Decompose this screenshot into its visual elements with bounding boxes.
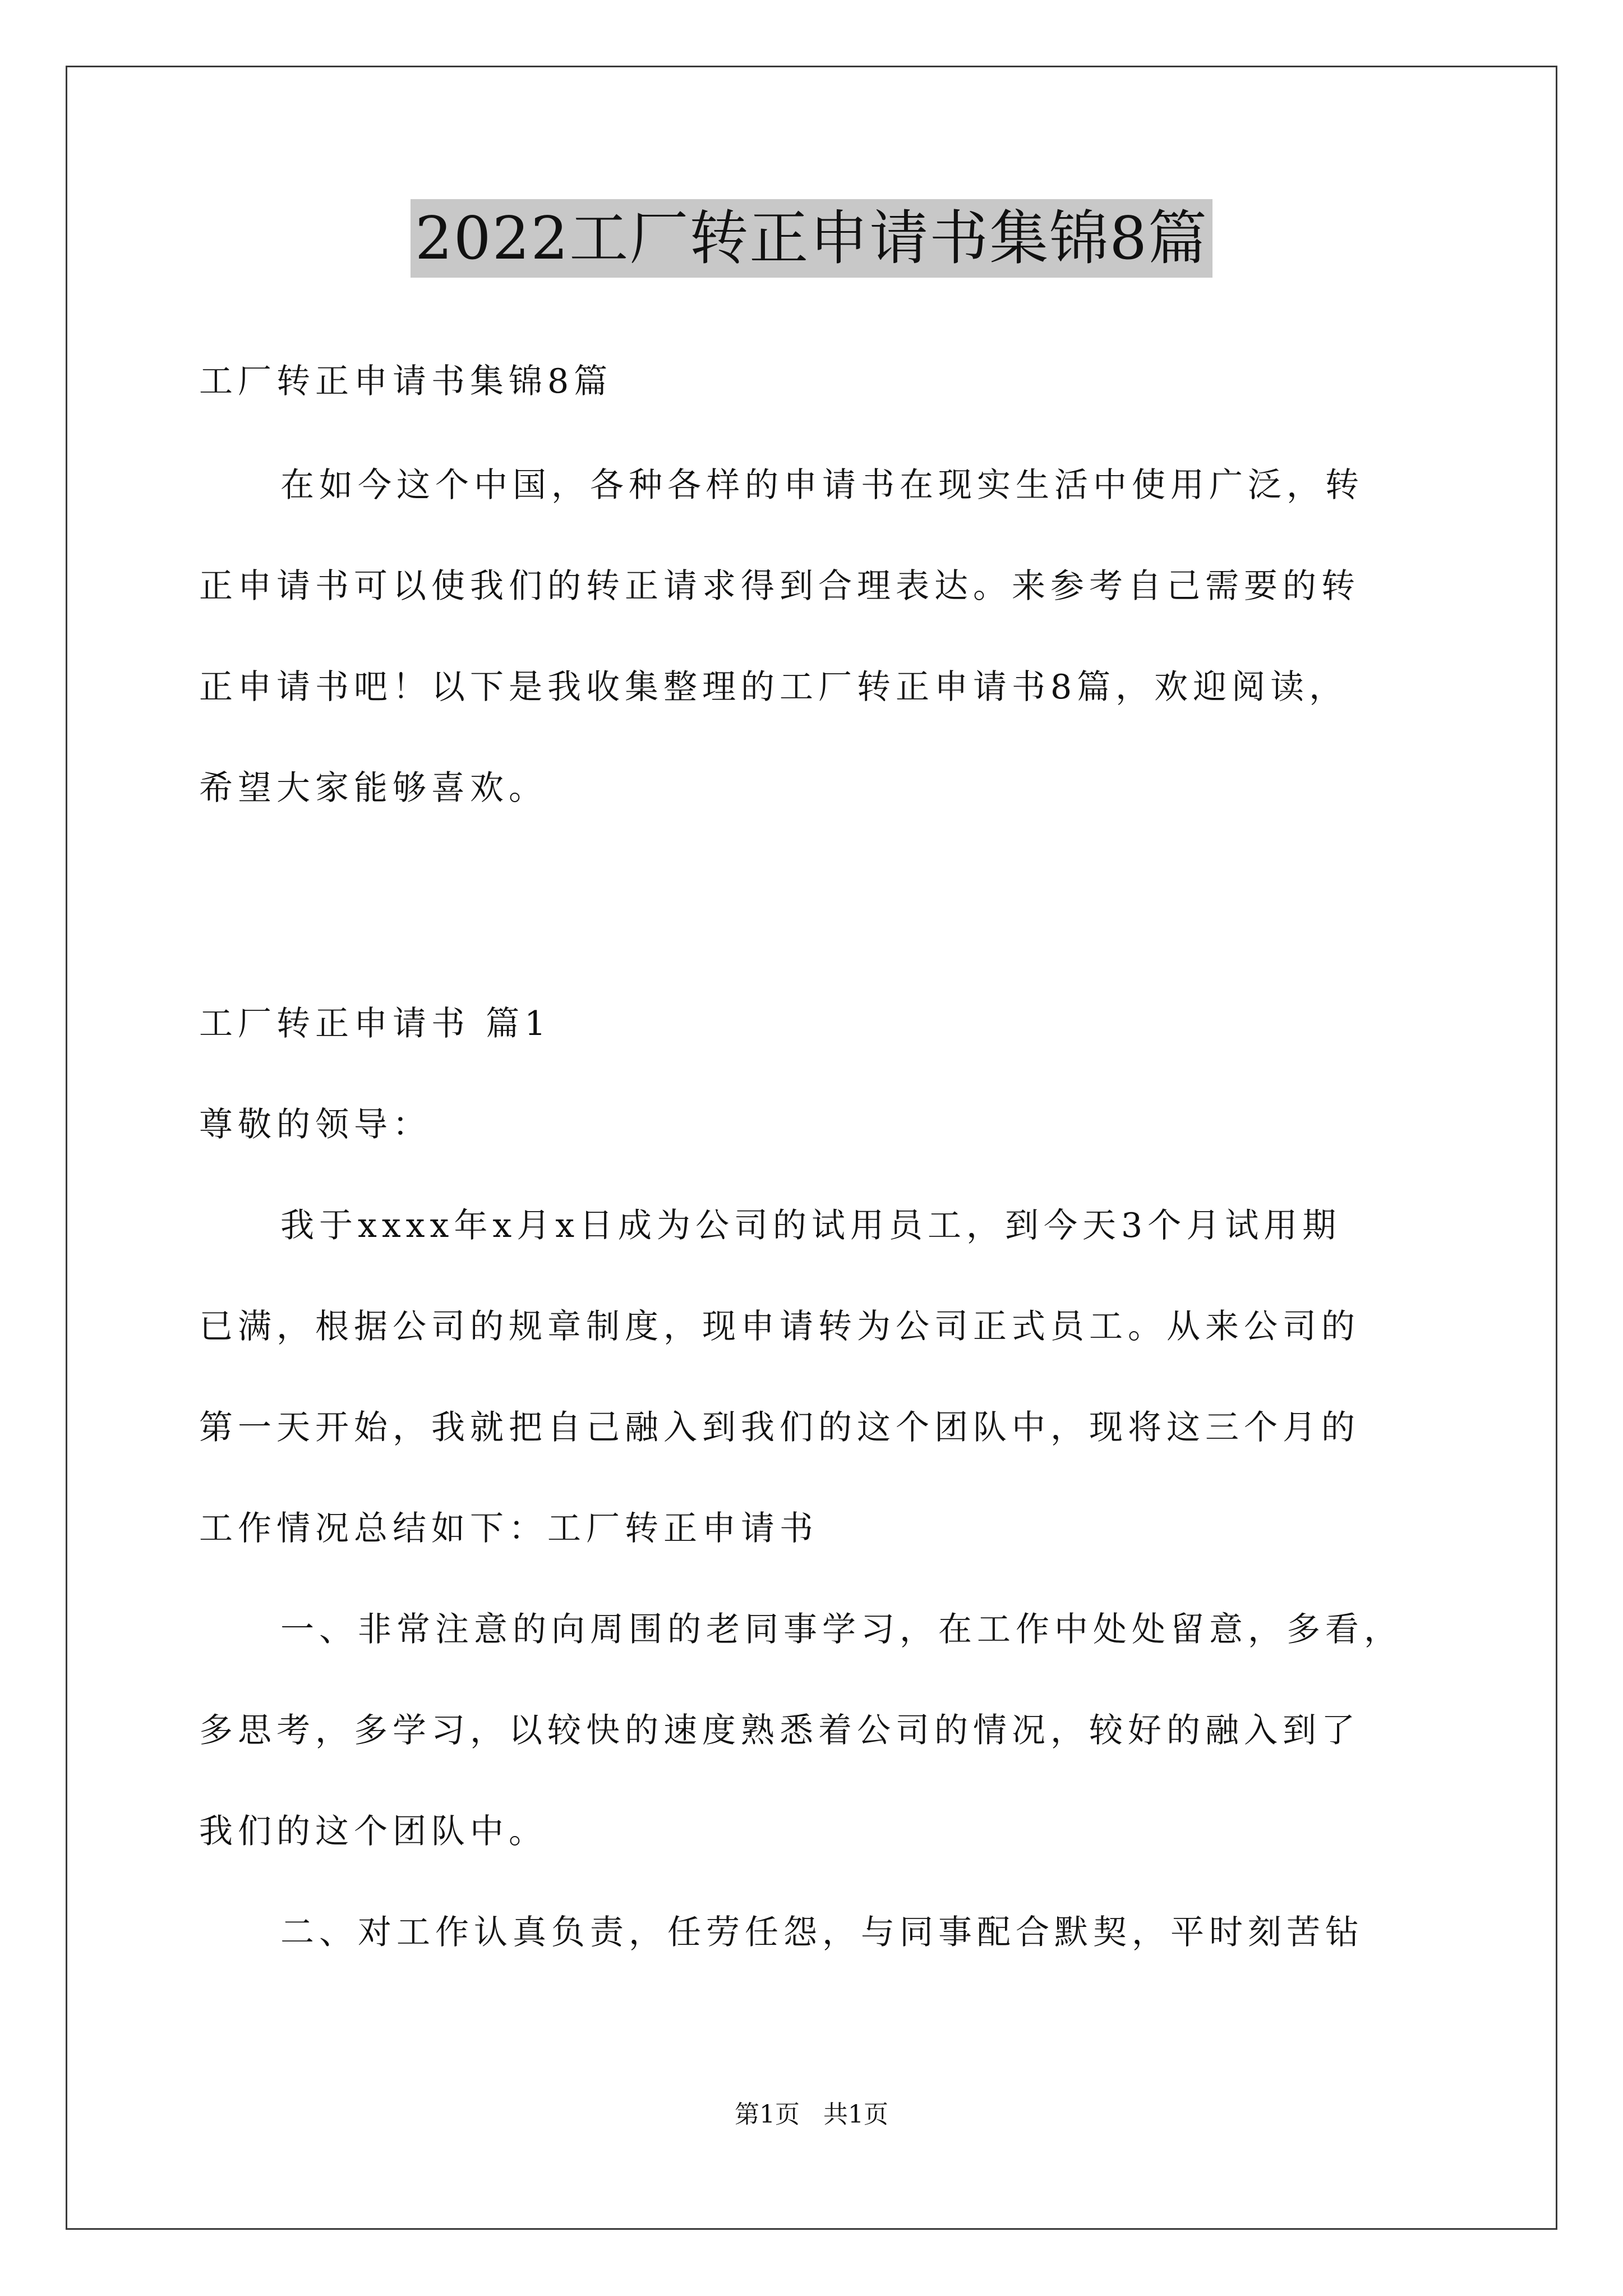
body-line-7: 我们的这个团队中。 (199, 1812, 547, 1851)
page-footer (0, 2098, 1623, 2132)
section-heading: 工厂转正申请书 篇1 (199, 1004, 551, 1043)
salutation: 尊敬的领导： (199, 1105, 431, 1144)
body-line-4: 工作情况总结如下：工厂转正申请书 (199, 1509, 818, 1548)
intro-line-1: 在如今这个中国，各种各样的申请书在现实生活中使用广泛，转 (280, 466, 1364, 505)
page-total: 共1页 (823, 2100, 888, 2129)
body-line-5: 一、非常注意的向周围的老同事学习，在工作中处处留意，多看， (280, 1610, 1403, 1649)
intro-line-4: 希望大家能够喜欢。 (199, 769, 547, 808)
subtitle-line: 工厂转正申请书集锦8篇 (199, 362, 613, 401)
document-title: 2022工厂转正申请书集锦8篇 (411, 199, 1212, 278)
body-line-3: 第一天开始，我就把自己融入到我们的这个团队中，现将这三个月的 (199, 1408, 1360, 1447)
intro-line-3: 正申请书吧！以下是我收集整理的工厂转正申请书8篇，欢迎阅读， (199, 668, 1348, 707)
title-wrap (0, 199, 1623, 278)
body-line-6: 多思考，多学习，以较快的速度熟悉着公司的情况，较好的融入到了 (199, 1711, 1360, 1750)
body-line-8: 二、对工作认真负责，任劳任怨，与同事配合默契，平时刻苦钻 (280, 1913, 1364, 1952)
body-line-2: 已满，根据公司的规章制度，现申请转为公司正式员工。从来公司的 (199, 1307, 1360, 1346)
intro-line-2: 正申请书可以使我们的转正请求得到合理表达。来参考自己需要的转 (199, 567, 1360, 606)
body-line-1: 我于xxxx年x月x日成为公司的试用员工，到今天3个月试用期 (280, 1206, 1341, 1245)
page-number: 第1页 (735, 2100, 800, 2129)
